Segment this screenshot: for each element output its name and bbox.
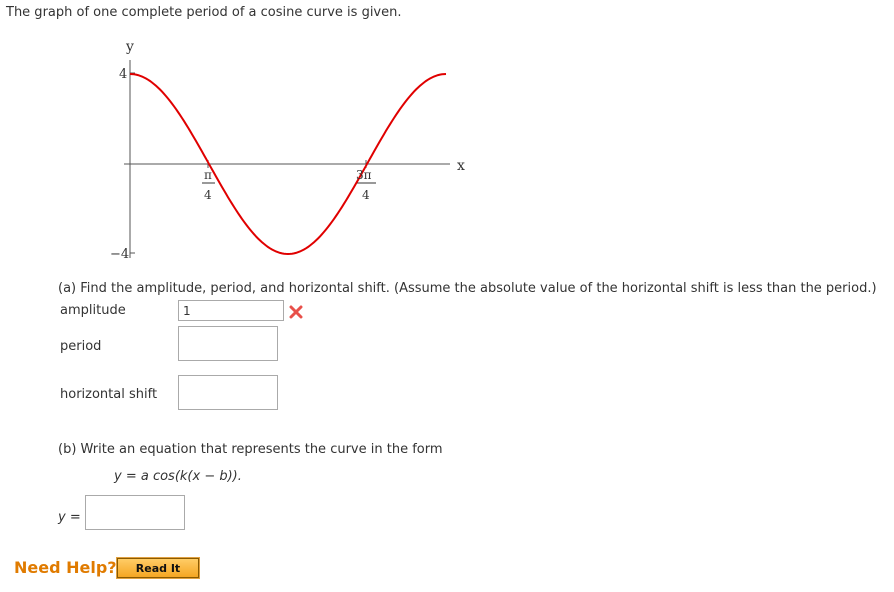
part-a-prompt: (a) Find the amplitude, period, and horizontal shift. (Assume the absolute value of the horizontal shift is less than the period.): [58, 281, 877, 296]
period-input[interactable]: [178, 326, 278, 361]
equation-form: y = a cos(k(x − b)).: [114, 469, 242, 484]
amplitude-label: amplitude: [60, 303, 126, 318]
horizontal-shift-input[interactable]: [178, 375, 278, 410]
y-equals-label: y =: [58, 510, 81, 525]
horizontal-shift-label: horizontal shift: [60, 387, 158, 402]
need-help-label: Need Help?: [14, 558, 117, 577]
x-axis-label: x: [457, 158, 465, 174]
tick1-numerator: π: [204, 168, 212, 182]
y-max-label: 4: [119, 67, 128, 82]
period-label: period: [60, 339, 102, 354]
part-b-prompt: (b) Write an equation that represents the curve in the form: [58, 442, 443, 457]
problem-intro: The graph of one complete period of a cosine curve is given.: [6, 5, 402, 20]
tick1-denominator: 4: [204, 188, 212, 202]
amplitude-input[interactable]: [178, 300, 284, 321]
tick2-denominator: 4: [362, 188, 370, 202]
y-axis-label: y: [126, 39, 134, 55]
incorrect-x-icon: [289, 305, 303, 319]
tick2-numerator: 3π: [356, 168, 372, 182]
equation-input[interactable]: [85, 495, 185, 530]
read-it-button[interactable]: Read It: [117, 558, 199, 578]
y-min-label: −4: [110, 247, 130, 262]
